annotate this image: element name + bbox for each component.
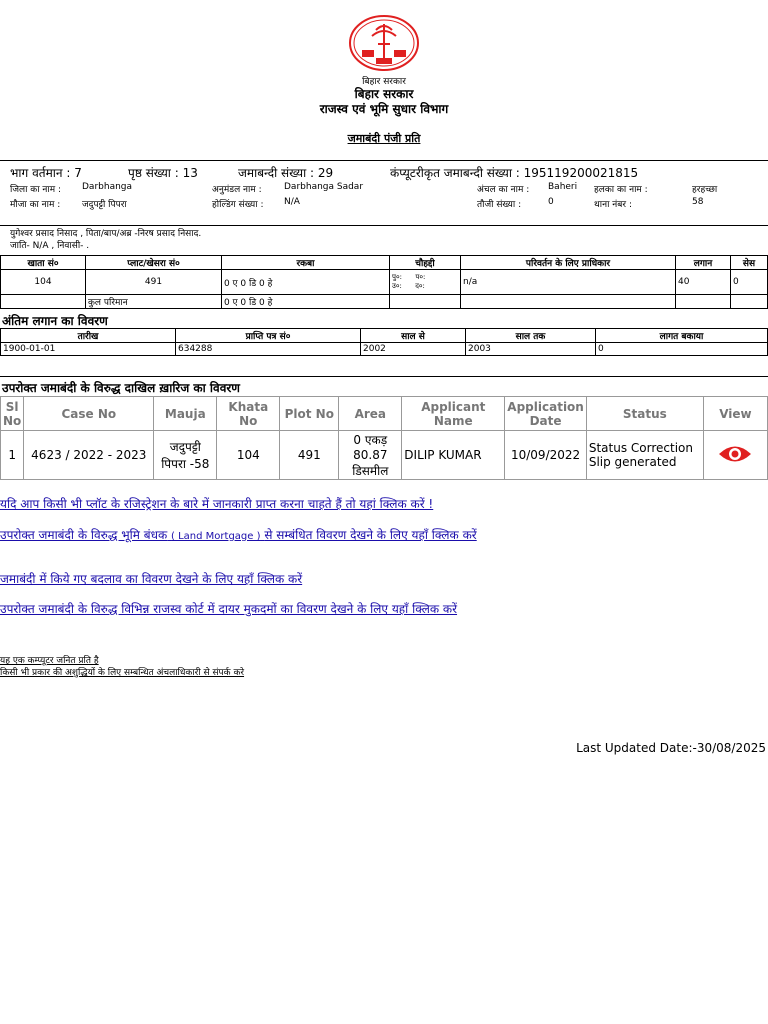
owner-caste: जाति- N/A , निवासी- . [10,241,90,251]
col-chauhaddi: चौहद्दी [390,256,461,270]
lagan-table [0,328,768,356]
cases-section-title: उपरोक्त जमाबंदी के विरुद्ध दाखिल ख़ारिज का विवरण [0,376,768,396]
col-ses: सेस [731,256,768,270]
case-applicant: DILIP KUMAR [402,431,505,480]
jamabandi-info [0,160,768,226]
view-cell[interactable] [703,431,767,480]
total-label: कुल परिमान [86,295,222,309]
col-plot: प्लाट/खेसरा सं० [86,256,222,270]
halka-value: हरहच्छा [692,185,718,195]
authority-value: n/a [461,270,676,295]
holding-label: होल्डिंग संख्या : [212,200,264,210]
case-status: Status Correction Slip generated [586,431,703,480]
mauja-value: जदुपट्टी पिपरा [82,200,127,210]
lagan-section-title: अंतिम लगान का विवरण [2,314,108,328]
table-header-row: तारीख प्राप्ति पत्र सं० साल से साल तक लागत बकाया [1,329,768,343]
table-row: 1900-01-01 634288 2002 2003 0 [1,343,768,356]
case-sl: 1 [1,431,24,480]
total-value: 0 ए 0 डि 0 हे [222,295,390,309]
ses-value: 0 [731,270,768,295]
table-row [1,270,768,295]
registration-info-link[interactable]: यदि आप किसी भी प्लॉट के रजिस्ट्रेशन के बारे में जानकारी प्राप्त करना चाहते हैं तो यहां क्लिक करें ! [0,497,434,511]
anchal-label: अंचल का नाम : [477,185,530,195]
rakba-value: 0 ए 0 डि 0 हे [222,270,390,295]
khata-table [0,255,768,309]
prishth: पृष्ठ संख्या : 13 [128,166,198,180]
computerised-number: कंप्यूटरीकृत जमाबन्दी संख्या : 195119200021815 [390,166,639,180]
col-rakba: रकबा [222,256,390,270]
anumandal-label: अनुमंडल नाम : [212,185,262,195]
tauji-label: तौजी संख्या : [477,200,522,210]
col-lagan: लगान [676,256,731,270]
contact-officer-note: किसी भी प्रकार की अशुद्धियों के लिए सम्बन्धित अंचलाधिकारी से संपर्क करे [0,668,245,678]
case-date: 10/09/2022 [505,431,587,480]
case-mauja: जदुपट्टी पिपरा -58 [154,431,217,480]
plot-value: 491 [86,270,222,295]
khata-value: 104 [1,270,86,295]
gov-name: बिहार सरकार [354,87,414,101]
document-title: जमाबंदी पंजी प्रति [347,132,421,145]
table-header-row [1,256,768,270]
cases-table [0,396,768,480]
case-khata: 104 [217,431,280,480]
bhag: भाग वर्तमान : 7 [10,166,82,180]
case-no: 4623 / 2022 - 2023 [24,431,154,480]
last-updated-date: Last Updated Date:-30/08/2025 [576,741,766,755]
table-row [1,431,768,480]
gov-name-small: बिहार सरकार [362,77,406,87]
table-total-row [1,295,768,309]
case-plot: 491 [280,431,339,480]
thana-value: 58 [692,197,704,207]
computer-generated-note: यह एक कम्प्यूटर जनित प्रति है [0,656,99,666]
anumandal-value: Darbhanga Sadar [284,182,364,192]
revenue-court-cases-link[interactable]: उपरोक्त जमाबंदी के विरुद्ध विभिन्न राजस्व कोर्ट में दायर मुकदमों का विवरण देखने के लिए यहाँ क्लिक करें [0,602,458,616]
view-eye-icon[interactable] [717,443,753,465]
zila-label: जिला का नाम : [10,185,62,195]
zila-value: Darbhanga [82,182,133,192]
owner-name: युगेश्वर प्रसाद निसाद , पिता/बाप/अब्र -निरष प्रसाद निसाद. [10,229,202,239]
thana-label: थाना नंबर : [594,200,632,210]
jamabandi-changes-link[interactable]: जमाबंदी में किये गए बदलाव का विवरण देखने के लिए यहाँ क्लिक करें [0,572,303,586]
lagan-value: 40 [676,270,731,295]
mauja-label: मौजा का नाम : [10,200,61,210]
holding-value: N/A [284,197,300,207]
jamabandi-number: जमाबन्दी संख्या : 29 [238,166,334,180]
col-authority: परिवर्तन के लिए प्राधिकार [461,256,676,270]
case-area: 0 एकड़ 80.87 डिसमील [339,431,402,480]
land-mortgage-link[interactable]: उपरोक्त जमाबंदी के विरुद्ध भूमि बंधक ( Land Mortgage ) से सम्बंधित विवरण देखने के लिए यहाँ क्लिक करें [0,528,477,542]
owner-details [10,228,201,252]
tauji-value: 0 [548,197,554,207]
page-header [0,14,768,146]
department-name: राजस्व एवं भूमि सुधार विभाग [319,102,449,116]
anchal-value: Baheri [548,182,578,192]
bihar-emblem-icon [348,14,420,72]
halka-label: हलका का नाम : [594,185,648,195]
col-khata: खाता सं० [1,256,86,270]
chauhaddi-value: पु०: प०: उ०: द०: [390,270,461,295]
table-header-row: Sl No Case No Mauja Khata No Plot No Area Applicant Name Application Date Status View [1,397,768,431]
